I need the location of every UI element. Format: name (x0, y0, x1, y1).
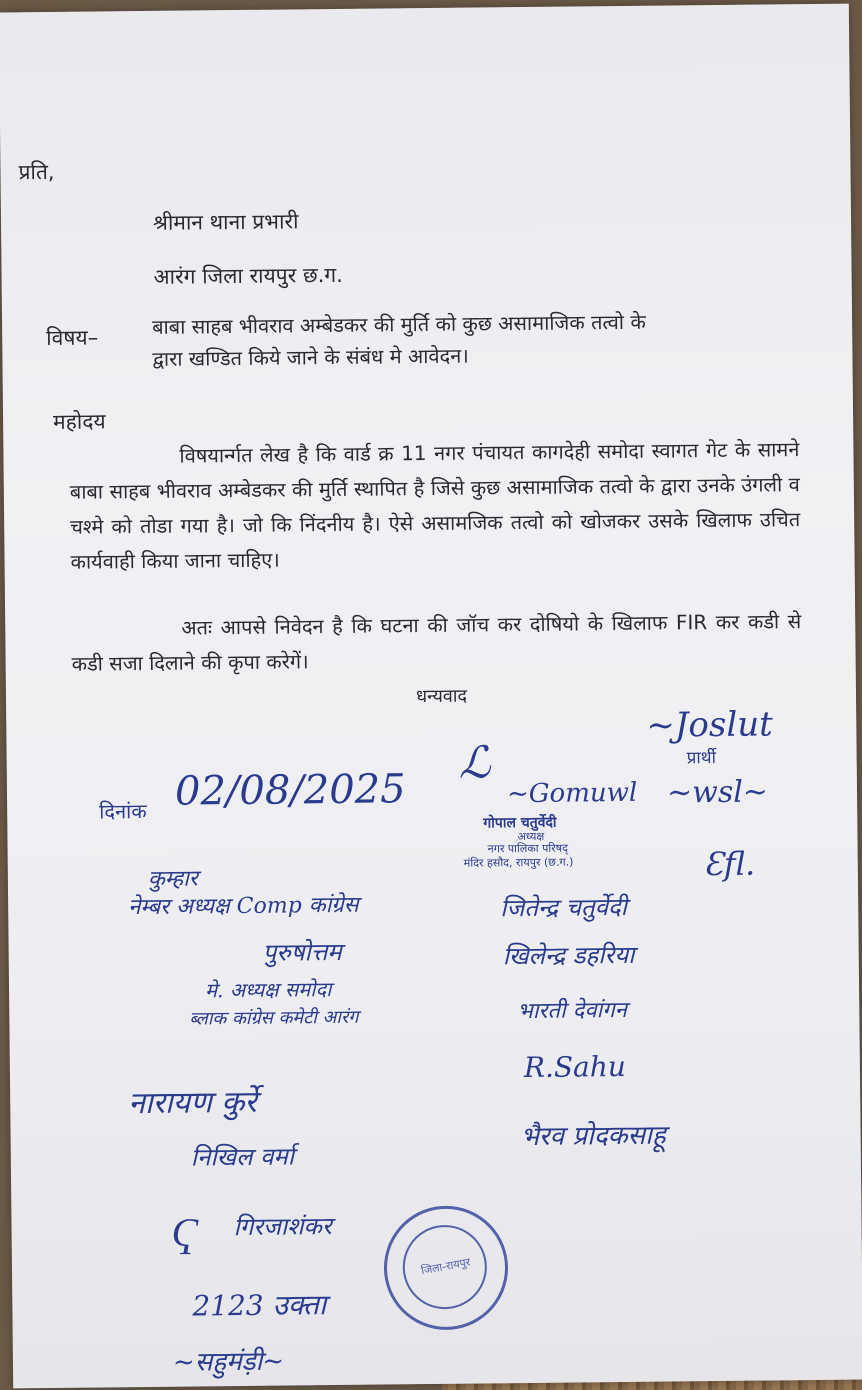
salutation-to: प्रति, (18, 159, 55, 185)
letter-sheet (0, 4, 862, 1389)
subject-label: विषय– (46, 325, 99, 351)
right-signature-5: भैरव प्रोदकसाहू (520, 1120, 666, 1153)
stamp-text: जिला-रायपुर (420, 1255, 472, 1278)
addressee-line1: श्रीमान थाना प्रभारी (152, 209, 299, 235)
left-scribble-bottom: ~सहुमंड़ी~ (172, 1346, 285, 1378)
addressee-line2: आरंग जिला रायपुर छ.ग. (153, 262, 343, 289)
greeting: महोदय (52, 409, 106, 434)
paragraph-2: अतः आपसे निवेदन है कि घटना की जॉच कर दोषियो के खिलाफ FIR कर कडी से कडी सजा दिलाने की कृपा करेगें। (71, 609, 802, 676)
right-signature-2: खिलेन्द्र डहरिया (502, 940, 635, 971)
left-signature-6: नारायण कुर्रे (128, 1084, 257, 1122)
signatory-name: गोपाल चतुर्वेदी (483, 814, 557, 832)
subject-line1: बाबा साहब भीवराव अम्बेडकर की मुर्ति को कुछ असामाजिक तत्वो के (151, 309, 646, 339)
paragraph-1: विषयार्न्गत लेख है कि वार्ड क्र 11 नगर पंचायत कागदेही समोदा स्वागत गेट के सामने बाबा साहब भीवराव अम्बेडकर की मुर्ति स्थापित है जिसे कुछ असामाजिक तत्वो के द्वारा उनके उंगली व चश्मे को तोडा गया है। जो कि निंदनीय है। ऐसे असामजिक तत्वो को खोजकर उसके खिलाफ उचित कार्यवाही किया जाना चाहिए। (69, 437, 801, 574)
subject-line2: द्वारा खण्डित किये जाने के संबंध मे आवेदन। (152, 343, 469, 371)
left-signature-7: निखिल वर्मा (190, 1142, 295, 1172)
right-scribble-2: Ɛfl. (703, 844, 756, 884)
left-signature-1: कुम्हार (147, 866, 198, 892)
left-scribble-large: Ҁ (171, 1209, 199, 1256)
left-signature-3: पुरुषोत्तम (262, 937, 342, 967)
left-signature-4: मे. अध्यक्ष समोदा (204, 977, 332, 1003)
right-signature-3: भारती देवांगन (517, 997, 628, 1025)
date-label: दिनांक (99, 798, 147, 824)
applicant-signature: ~Joslut (646, 704, 774, 746)
signatory-title: अध्यक्ष (517, 829, 545, 844)
right-signature-4: R.Sahu (523, 1049, 627, 1085)
president-scribble: ~Gomuwl (506, 777, 638, 810)
right-scribble-1: ~wsl~ (666, 774, 769, 811)
office-stamp (374, 1196, 519, 1341)
signatory-org2: मंदिर हसौद, रायपुर (छ.ग.) (463, 855, 574, 870)
applicant-label: प्रार्थी (686, 748, 717, 769)
left-signature-2: नेम्बर अध्यक्ष Comp कांग्रेस (128, 892, 359, 921)
left-signature-5: ब्लाक कांग्रेस कमेटी आरंग (189, 1006, 359, 1030)
left-signature-9: 2123 उक्ता (192, 1288, 327, 1323)
closing: धन्यवाद (415, 685, 468, 708)
president-signature: ℒ (458, 737, 491, 789)
left-signature-8: गिरजाशंकर (233, 1212, 332, 1242)
right-signature-1: जितेन्द्र चतुर्वेदी (500, 892, 628, 923)
signatory-org1: नगर पालिका परिषद् (487, 841, 568, 856)
date-value: 02/08/2025 (174, 766, 406, 815)
